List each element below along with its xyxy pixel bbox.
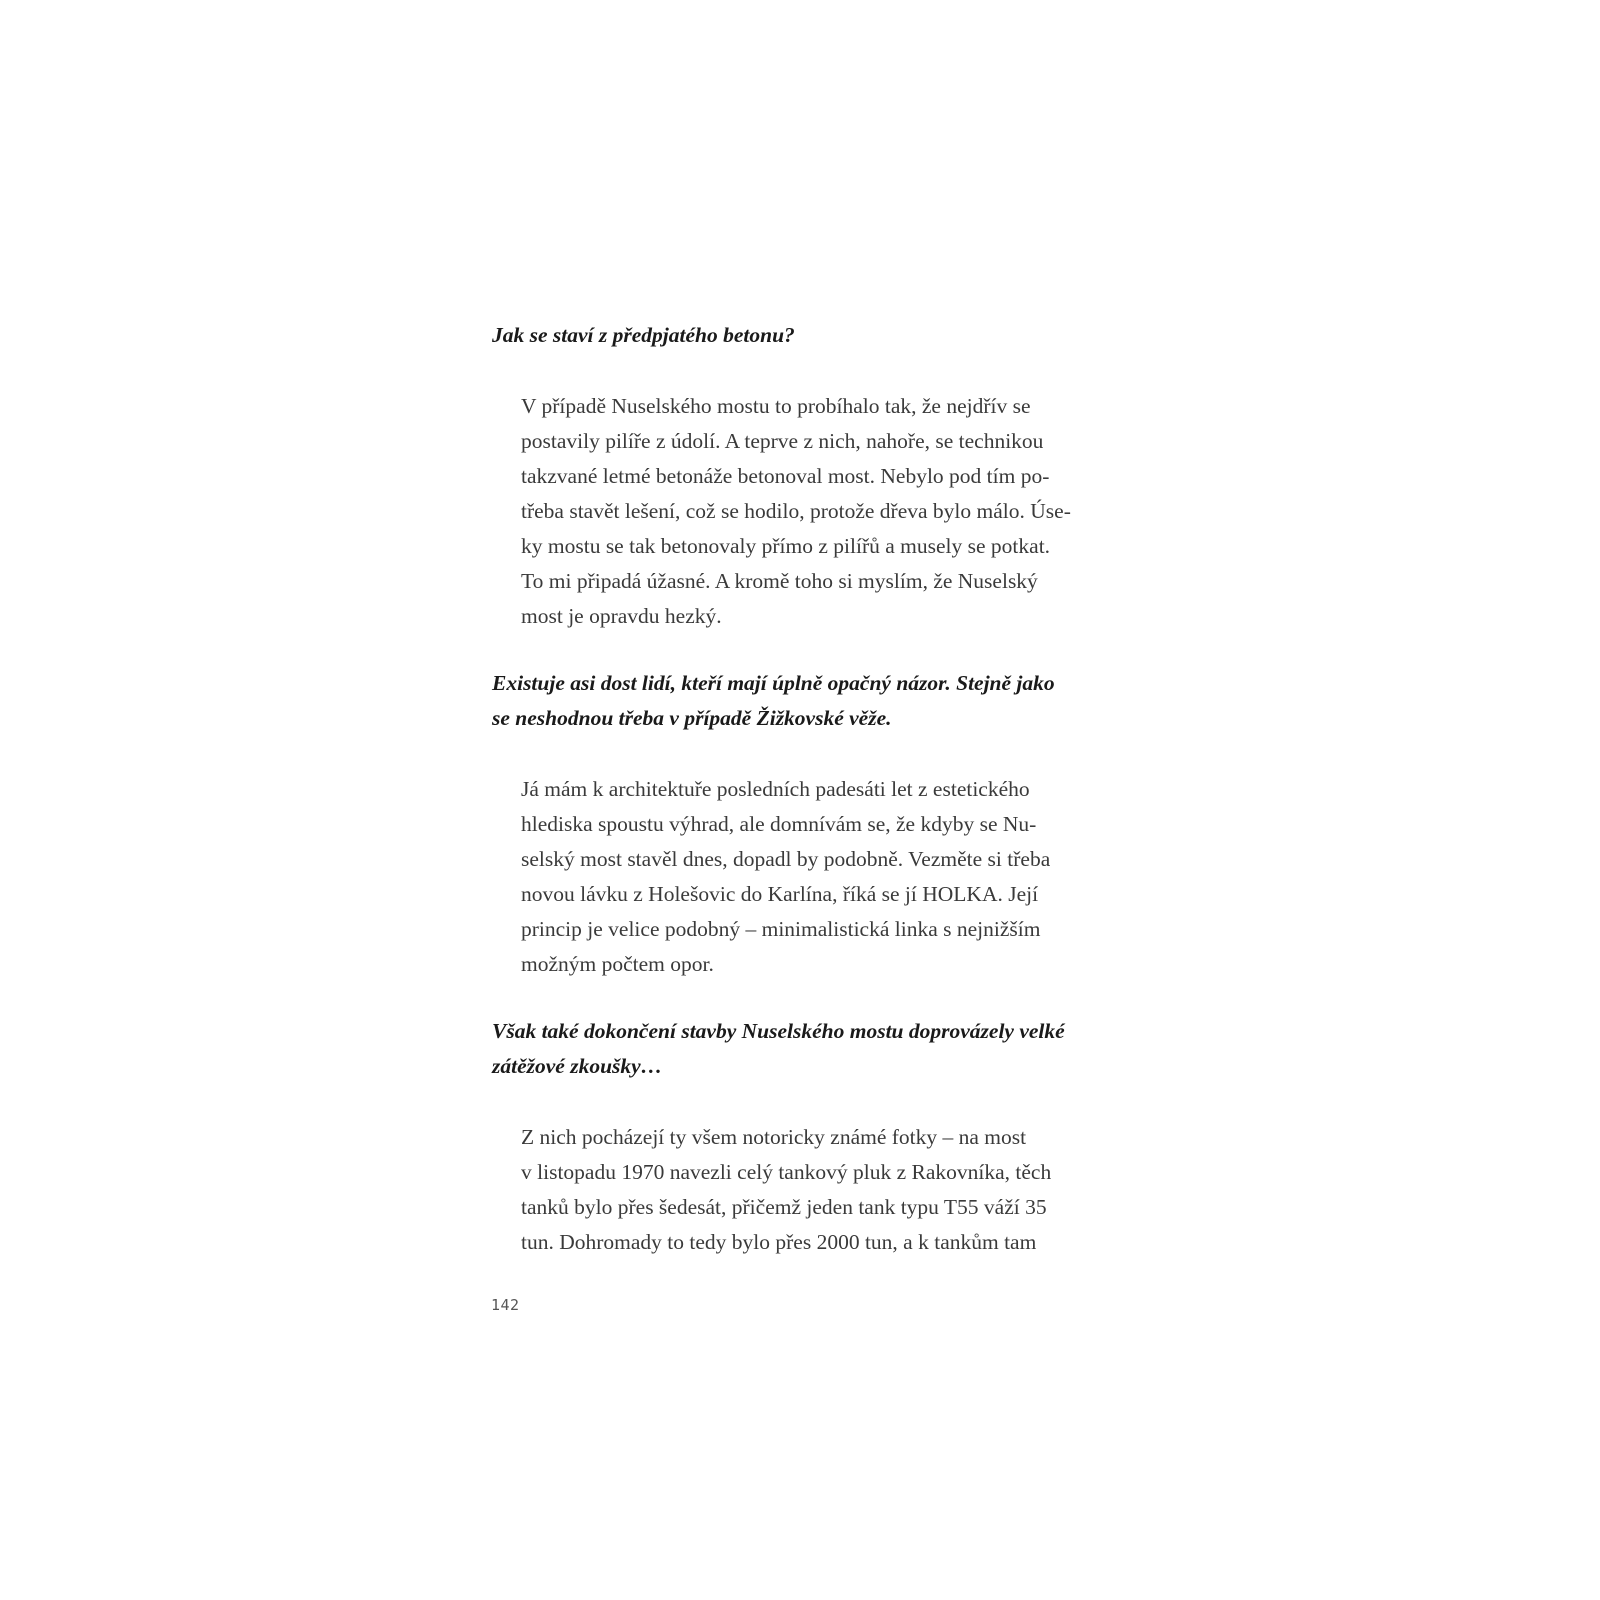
- answer-paragraph: [521, 1120, 1081, 1260]
- answer-paragraph: [521, 772, 1081, 982]
- question-heading: [492, 1014, 1112, 1084]
- answer-line: princip je velice podobný – minimalistická linka s nejnižším: [521, 917, 1041, 941]
- answer-line: selský most stavěl dnes, dopadl by podobně. Vezměte si třeba: [521, 847, 1051, 871]
- answer-line: most je opravdu hezký.: [521, 604, 722, 628]
- question-line: Existuje asi dost lidí, kteří mají úplně opačný názor. Stejně jako: [492, 671, 1055, 695]
- answer-line: To mi připadá úžasné. A kromě toho si myslím, že Nuselský: [521, 569, 1038, 593]
- answer-line: třeba stavět lešení, což se hodilo, protože dřeva bylo málo. Úse-: [521, 499, 1071, 523]
- question-heading: [492, 666, 1112, 736]
- answer-line: Já mám k architektuře posledních padesáti let z estetického: [521, 777, 1030, 801]
- answer-line: V případě Nuselského mostu to probíhalo tak, že nejdřív se: [521, 394, 1031, 418]
- answer-paragraph: [521, 389, 1081, 634]
- answer-line: hlediska spoustu výhrad, ale domnívám se, že kdyby se Nu-: [521, 812, 1037, 836]
- answer-line: v listopadu 1970 navezli celý tankový pluk z Rakovníka, těch: [521, 1160, 1052, 1184]
- question-line: Jak se staví z předpjatého betonu?: [492, 323, 795, 347]
- answer-line: postavily pilíře z údolí. A teprve z nich, nahoře, se technikou: [521, 429, 1044, 453]
- question-line: se neshodnou třeba v případě Žižkovské věže.: [492, 706, 892, 730]
- answer-line: novou lávku z Holešovic do Karlína, říká se jí HOLKA. Její: [521, 882, 1039, 906]
- answer-line: Z nich pocházejí ty všem notoricky známé fotky – na most: [521, 1125, 1027, 1149]
- answer-line: možným počtem opor.: [521, 952, 714, 976]
- question-line: Však také dokončení stavby Nuselského mostu doprovázely velké: [492, 1019, 1065, 1043]
- answer-line: takzvané letmé betonáže betonoval most. Nebylo pod tím po-: [521, 464, 1050, 488]
- question-heading: [492, 318, 1112, 353]
- question-line: zátěžové zkoušky…: [492, 1054, 663, 1078]
- page-number: 142: [491, 1296, 520, 1314]
- answer-line: tanků bylo přes šedesát, přičemž jeden tank typu T55 váží 35: [521, 1195, 1047, 1219]
- answer-line: tun. Dohromady to tedy bylo přes 2000 tun, a k tankům tam: [521, 1230, 1037, 1254]
- answer-line: ky mostu se tak betonovaly přímo z pilířů a musely se potkat.: [521, 534, 1051, 558]
